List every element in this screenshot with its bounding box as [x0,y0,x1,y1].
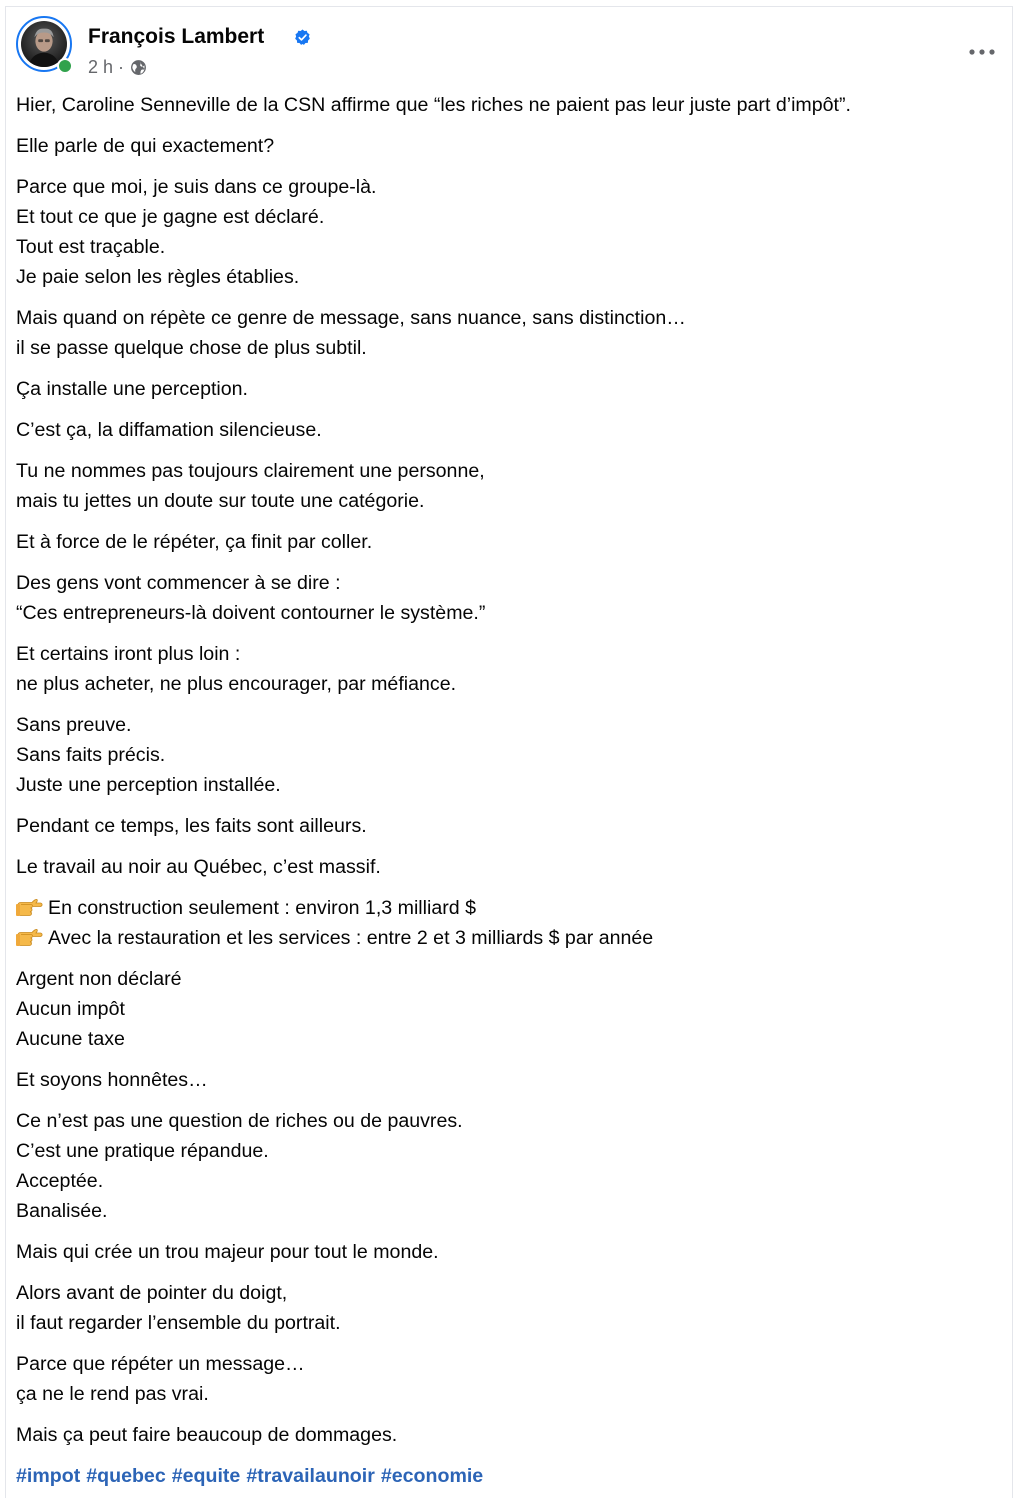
post-paragraph [16,852,1006,882]
text-line [16,994,1006,1024]
text-line [16,568,1006,598]
post-paragraph [16,374,1006,404]
line-text: Et à force de le répéter, ça finit par coller. [16,531,373,553]
text-line [16,1136,1006,1166]
post-paragraph [16,1237,1006,1267]
post-header [16,16,1006,76]
text-line [16,669,1006,699]
line-text: Pendant ce temps, les faits sont ailleurs. [16,815,367,837]
line-text: il se passe quelque chose de plus subtil. [16,337,367,359]
line-text: ça ne le rend pas vrai. [16,1383,209,1405]
line-text: Je paie selon les règles établies. [16,266,300,288]
text-line [16,90,1006,120]
text-line [16,770,1006,800]
post-paragraph [16,456,1006,516]
post-paragraph [16,172,1006,292]
line-text: Mais ça peut faire beaucoup de dommages. [16,1424,398,1446]
post-paragraph [16,1349,1006,1409]
line-text: Et tout ce que je gagne est déclaré. [16,206,325,228]
post-paragraph [16,415,1006,445]
globe-icon[interactable] [130,59,147,76]
author-name[interactable]: François Lambert [88,25,265,48]
line-text: Des gens vont commencer à se dire : [16,572,341,594]
line-text: Aucun impôt [16,998,125,1020]
text-line [16,1278,1006,1308]
post-paragraph [16,303,1006,363]
post-paragraph [16,893,1006,953]
post-paragraph [16,964,1006,1054]
post-paragraph [16,568,1006,628]
hashtag-link[interactable]: #economie [380,1465,484,1487]
text-line [16,598,1006,628]
line-text: Argent non déclaré [16,968,182,990]
verified-badge-icon [294,29,311,46]
line-text: Aucune taxe [16,1028,125,1050]
line-text: Tout est traçable. [16,236,166,258]
post-card [5,6,1013,1498]
line-text: Alors avant de pointer du doigt, [16,1282,288,1304]
line-text: Banalisée. [16,1200,108,1222]
line-text: mais tu jettes un doute sur toute une catégorie. [16,490,425,512]
line-text: Mais qui crée un trou majeur pour tout le monde. [16,1241,439,1263]
more-options-button[interactable] [964,34,1000,70]
meta-separator: · [118,57,125,77]
post-paragraph [16,639,1006,699]
text-line [16,639,1006,669]
bullet-line [16,893,1006,923]
text-line [16,486,1006,516]
pointing-right-emoji [16,926,43,948]
more-horizontal-icon [968,48,996,56]
post-text [16,90,1006,1491]
line-text: Sans faits précis. [16,744,166,766]
post-paragraph [16,1420,1006,1450]
line-text: Sans preuve. [16,714,132,736]
text-line [16,1237,1006,1267]
post-paragraph [16,1106,1006,1226]
line-text: Mais quand on répète ce genre de message, sans nuance, sans distinction… [16,307,686,329]
post-paragraph [16,131,1006,161]
text-line [16,1308,1006,1338]
post-timestamp[interactable]: 2 h [88,57,114,77]
line-text: il faut regarder l’ensemble du portrait. [16,1312,341,1334]
text-line [16,1106,1006,1136]
post-paragraph [16,811,1006,841]
line-text: Ça installe une perception. [16,378,249,400]
line-text: C’est une pratique répandue. [16,1140,269,1162]
text-line [16,333,1006,363]
line-text: Acceptée. [16,1170,104,1192]
text-line [16,303,1006,333]
line-text: En construction seulement : environ 1,3 milliard $ [48,897,477,919]
text-line [16,852,1006,882]
hashtag-link[interactable]: #quebec [86,1465,166,1487]
line-text: C’est ça, la diffamation silencieuse. [16,419,322,441]
line-text: Le travail au noir au Québec, c’est massif. [16,856,381,878]
online-status-dot [57,58,73,74]
text-line [16,710,1006,740]
pointing-right-emoji [16,896,43,918]
text-line [16,374,1006,404]
text-line [16,232,1006,262]
line-text: Et certains iront plus loin : [16,643,241,665]
text-line [16,1379,1006,1409]
post-paragraph [16,1065,1006,1095]
avatar[interactable] [16,16,76,76]
text-line [16,811,1006,841]
line-text: Hier, Caroline Senneville de la CSN affirme que “les riches ne paient pas leur juste part d’impôt”. [16,94,851,116]
text-line [16,1065,1006,1095]
text-line [16,1166,1006,1196]
line-text: Et soyons honnêtes… [16,1069,208,1091]
bullet-line [16,923,1006,953]
text-line [16,964,1006,994]
post-paragraph [16,710,1006,800]
line-text: ne plus acheter, ne plus encourager, par méfiance. [16,673,457,695]
hashtag-link[interactable]: #travailaunoir [246,1465,375,1487]
post-paragraph [16,1278,1006,1338]
text-line [16,262,1006,292]
line-text: Avec la restauration et les services : entre 2 et 3 milliards $ par année [48,927,654,949]
line-text: Tu ne nommes pas toujours clairement une personne, [16,460,485,482]
hashtag-link[interactable]: #equite [171,1465,241,1487]
line-text: “Ces entrepreneurs-là doivent contourner le système.” [16,602,486,624]
line-text: Parce que répéter un message… [16,1353,305,1375]
line-text: Juste une perception installée. [16,774,281,796]
post-paragraph [16,527,1006,557]
hashtag-link[interactable]: #impot [16,1465,81,1487]
text-line [16,172,1006,202]
text-line [16,740,1006,770]
line-text: Parce que moi, je suis dans ce groupe-là. [16,176,377,198]
text-line [16,1196,1006,1226]
line-text: Elle parle de qui exactement? [16,135,275,157]
text-line [16,131,1006,161]
text-line [16,1349,1006,1379]
text-line [16,1024,1006,1054]
text-line [16,456,1006,486]
post-meta [88,56,147,78]
post-paragraph [16,90,1006,120]
text-line [16,202,1006,232]
text-line [16,1420,1006,1450]
text-line [16,527,1006,557]
line-text: Ce n’est pas une question de riches ou de pauvres. [16,1110,463,1132]
hashtag-list [16,1461,1006,1491]
text-line [16,415,1006,445]
